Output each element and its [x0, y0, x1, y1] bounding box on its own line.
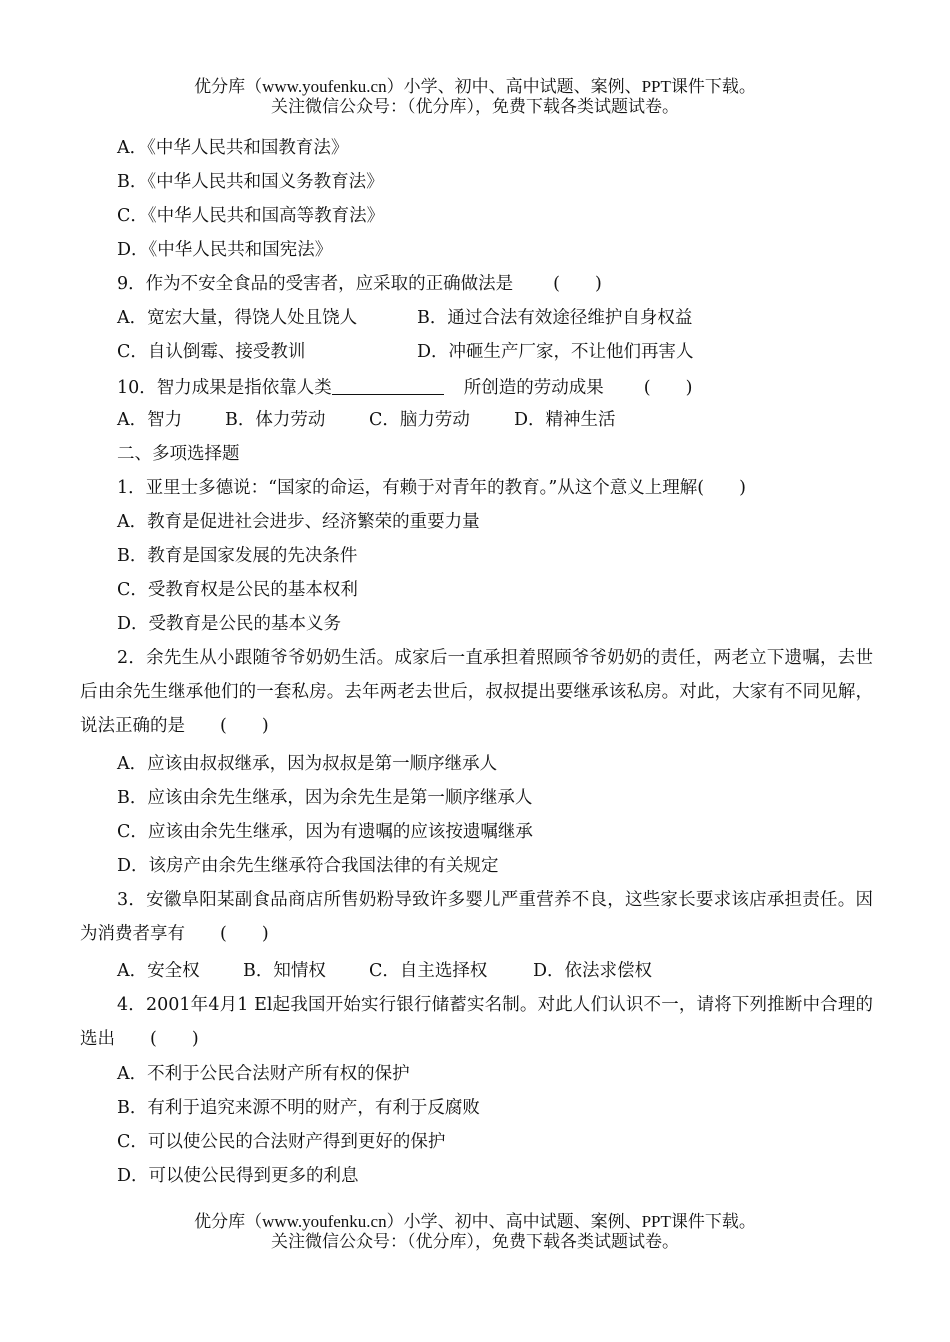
m4-option-b: B．有利于追究来源不明的财产，有利于反腐败: [117, 1098, 480, 1118]
q8-option-b: B．《中华人民共和国义务教育法》: [117, 172, 384, 192]
m3-option-d: D．依法求偿权: [533, 961, 653, 981]
m3-options: [117, 959, 652, 983]
section-2-title: 二、多项选择题: [117, 444, 240, 464]
m2-option-a: A．应该由叔叔继承，因为叔叔是第一顺序继承人: [117, 754, 498, 774]
m3-option-b: B．知情权: [243, 961, 326, 981]
q10-stem-end: 所创造的劳动成果: [463, 378, 604, 398]
m3-stem: 3．安徽阜阳某副食品商店所售奶粉导致许多婴儿严重营养不良，这些家长要求该店承担责任。因为消费者享有 ( ): [80, 890, 873, 944]
q10-option-a: A．智力: [117, 410, 183, 430]
header-line-2: 关注微信公众号：（优分库），免费下载各类试题试卷。: [271, 97, 679, 116]
q9-stem: 9．作为不安全食品的受害者，应采取的正确做法是: [117, 274, 514, 294]
q10-fill-blank: [332, 374, 444, 395]
footer-line-1: 优分库（www.youfenku.cn）小学、初中、高中试题、案例、PPT课件下载。: [194, 1212, 756, 1231]
m4-option-a: A．不利于公民合法财产所有权的保护: [117, 1064, 410, 1084]
m2-option-b: B．应该由余先生继承，因为余先生是第一顺序继承人: [117, 788, 533, 808]
q10-options: [117, 408, 616, 432]
q10-option-c: C．脑力劳动: [369, 410, 470, 430]
page-footer: [0, 1212, 950, 1252]
q8-option-d: D．《中华人民共和国宪法》: [117, 240, 333, 260]
q8-option-a: A．《中华人民共和国教育法》: [117, 138, 349, 158]
footer-line-2: 关注微信公众号：（优分库），免费下载各类试题试卷。: [271, 1232, 679, 1251]
q9-option-a: A．宽宏大量，得饶人处且饶人: [117, 308, 358, 328]
q9-option-b: B．通过合法有效途径维护自身权益: [417, 308, 693, 328]
q9-answer-paren: ( ): [553, 274, 602, 294]
m1-option-a: A．教育是促进社会进步、经济繁荣的重要力量: [117, 512, 480, 532]
m3-option-a: A．安全权: [117, 961, 200, 981]
m2-option-c: C．应该由余先生继承，因为有遗嘱的应该按遗嘱继承: [117, 822, 533, 842]
m1-stem: 1．亚里士多德说：“国家的命运，有赖于对青年的教育。”从这个意义上理解( ): [117, 478, 746, 498]
q9-option-c: C．自认倒霉、接受教训: [117, 342, 306, 362]
q9-option-d: D．冲砸生产厂家，不让他们再害人: [417, 342, 694, 362]
q10-option-d: D．精神生活: [514, 410, 616, 430]
m1-option-d: D．受教育是公民的基本义务: [117, 614, 342, 634]
q10-stem-start: 10．智力成果是指依靠人类: [117, 378, 332, 398]
q10-stem-line: [117, 374, 692, 400]
q9-options-row-1: [117, 306, 692, 330]
header-line-1: 优分库（www.youfenku.cn）小学、初中、高中试题、案例、PPT课件下载。: [194, 77, 756, 96]
m4-stem: 4．2001年4月1 El起我国开始实行银行储蓄实名制。对此人们认识不一，请将下列推断中合理的选出 ( ): [80, 995, 873, 1049]
m1-option-b: B．教育是国家发展的先决条件: [117, 546, 358, 566]
q10-option-b: B．体力劳动: [225, 410, 326, 430]
m2-option-d: D．该房产由余先生继承符合我国法律的有关规定: [117, 856, 499, 876]
m4-option-d: D．可以使公民得到更多的利息: [117, 1166, 359, 1186]
q10-answer-paren: ( ): [643, 378, 693, 398]
q9-options-row-2: [117, 340, 694, 364]
m1-option-c: C．受教育权是公民的基本权利: [117, 580, 358, 600]
q9-stem-line: [117, 272, 602, 296]
page-header: [0, 77, 950, 117]
m3-option-c: C．自主选择权: [369, 961, 488, 981]
m4-option-c: C．可以使公民的合法财产得到更好的保护: [117, 1132, 446, 1152]
m2-stem: 2．余先生从小跟随爷爷奶奶生活。成家后一直承担着照顾爷爷奶奶的责任，两老立下遗嘱，去世后由余先生继承他们的一套私房。去年两老去世后，叔叔提出要继承该私房。对此，大家有不同见解，说法正确的是 ( ): [80, 648, 873, 736]
q8-option-c: C．《中华人民共和国高等教育法》: [117, 206, 385, 226]
